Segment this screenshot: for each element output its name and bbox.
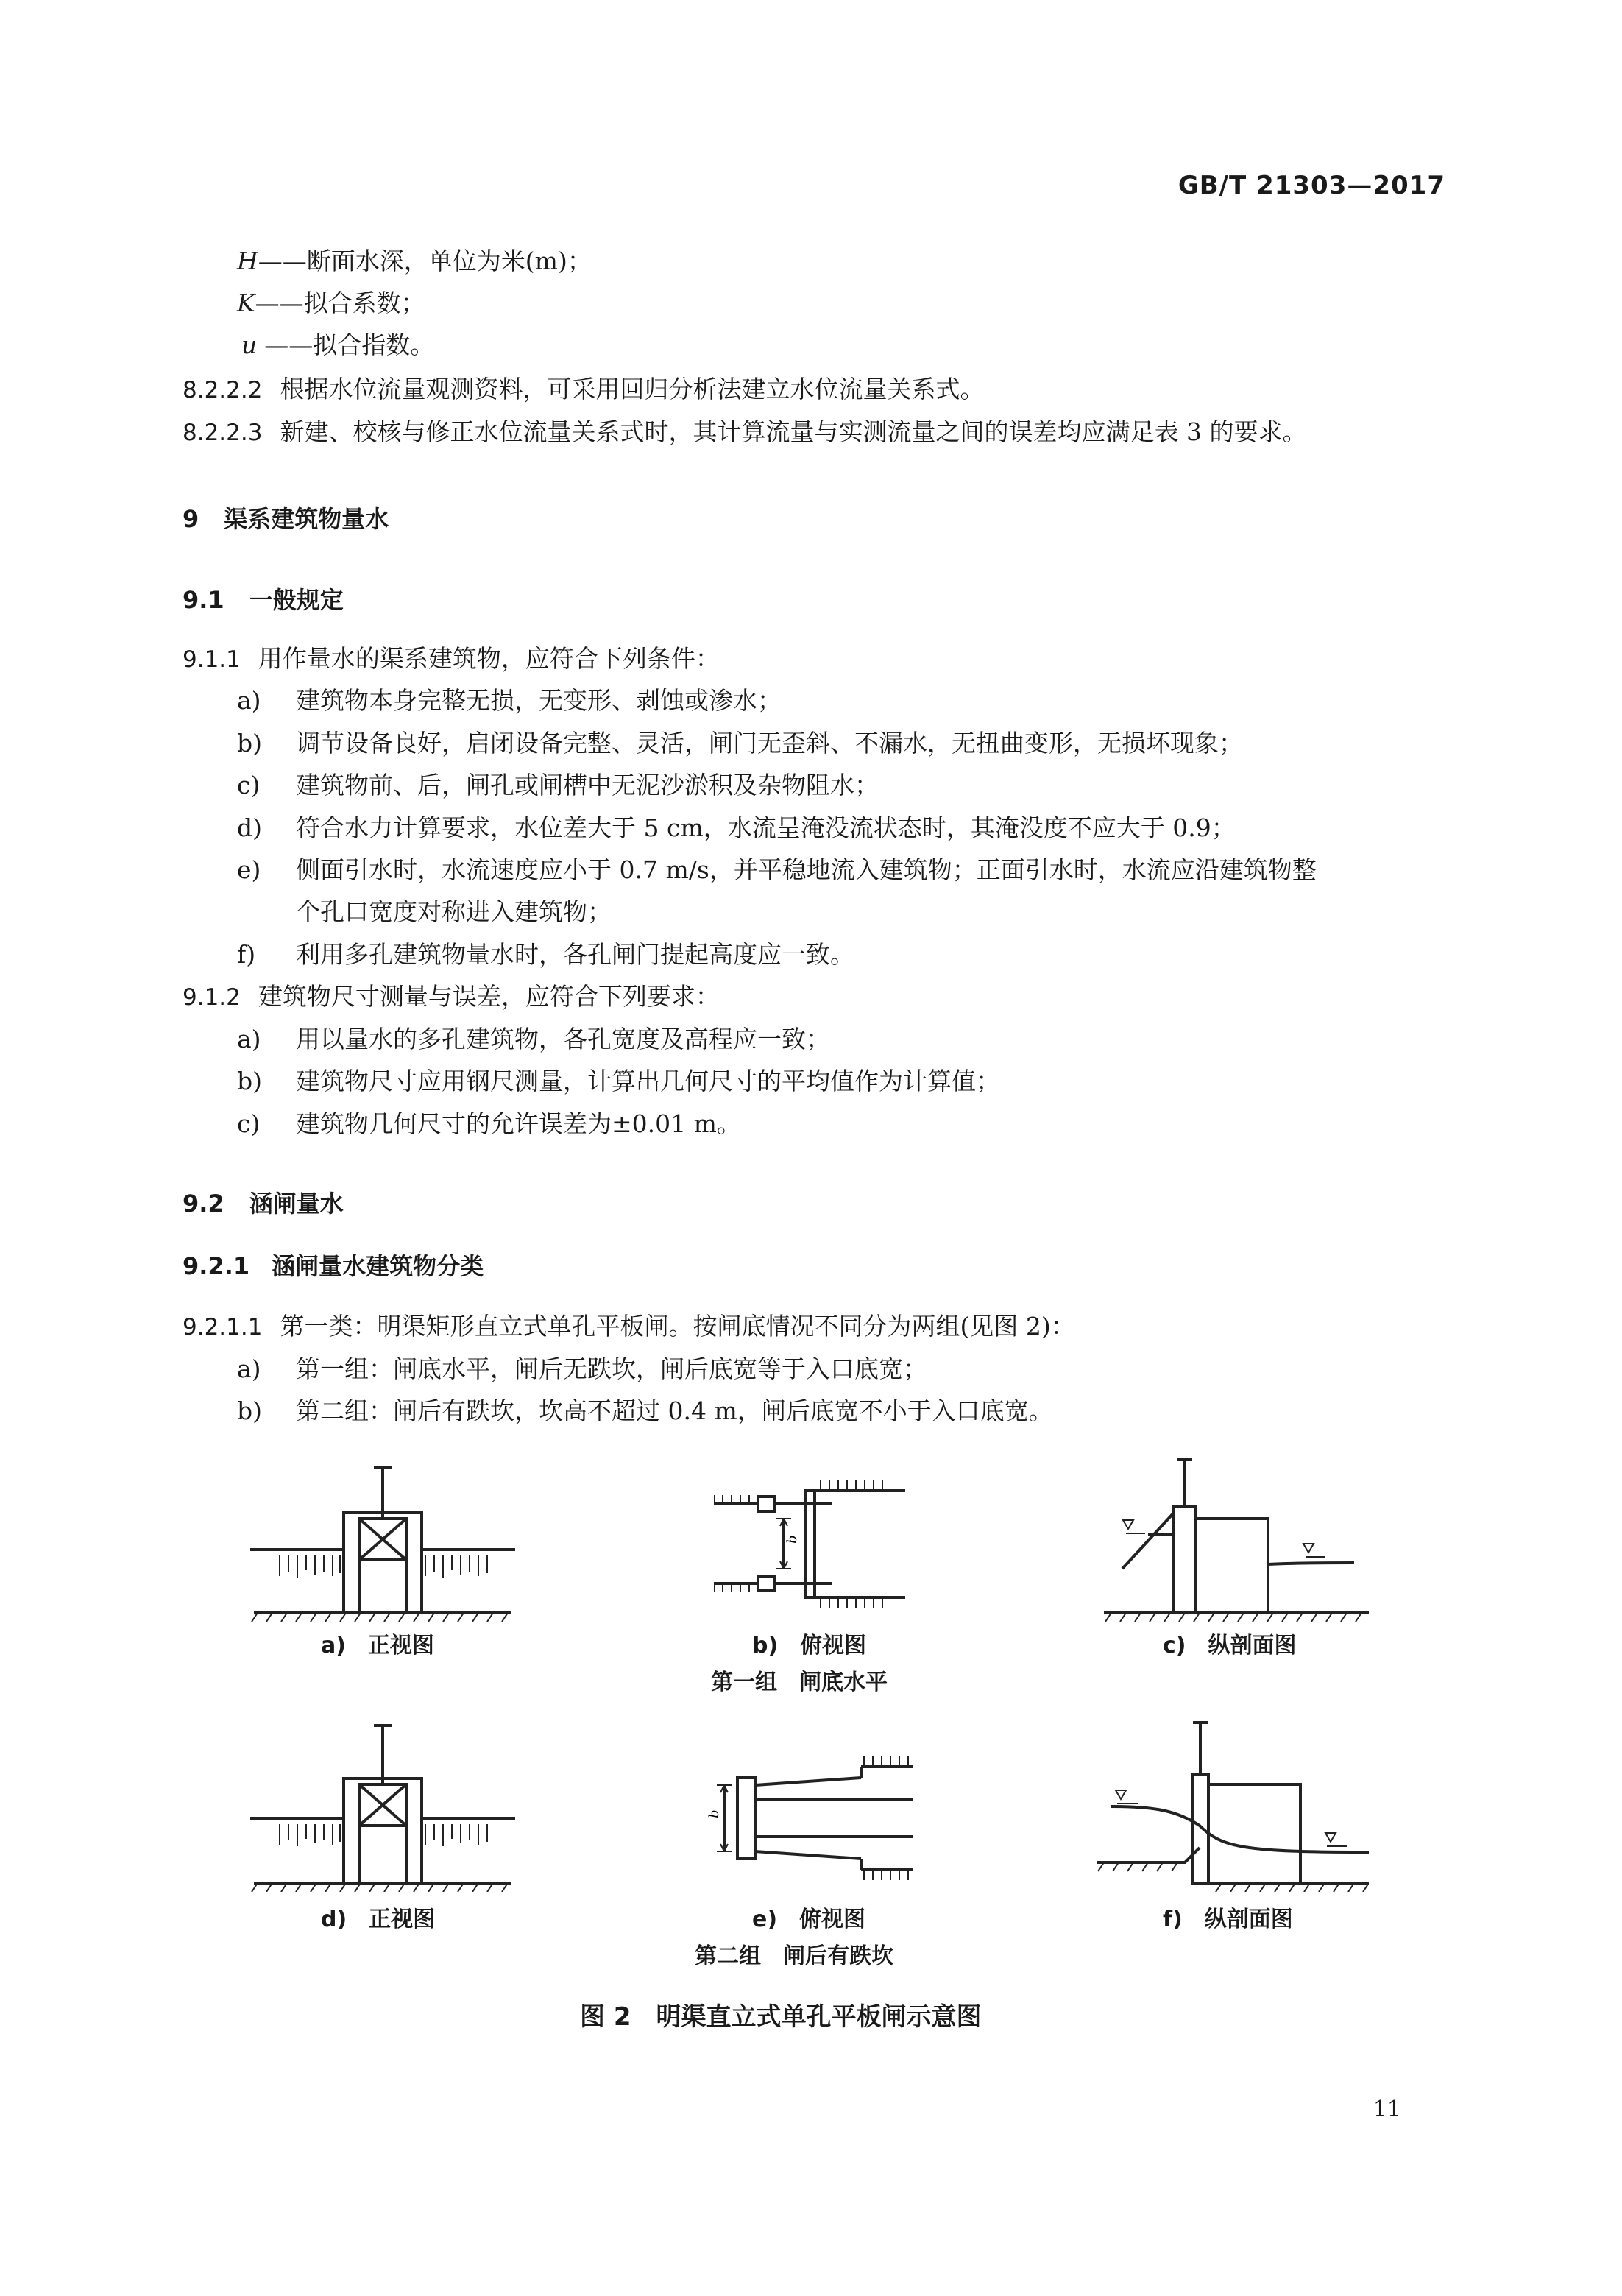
list-text: 第一组：闸底水平，闸后无跌坎，闸后底宽等于入口底宽； <box>296 1354 927 1383</box>
definition-text: ——断面水深，单位为米(m)； <box>258 247 592 275</box>
list-label: c) <box>237 771 261 799</box>
plan-view-diagram-e <box>706 1745 927 1892</box>
list-label: c) <box>237 1109 261 1138</box>
list-text: 建筑物几何尺寸的允许误差为±0.01 m。 <box>296 1109 741 1138</box>
list-label: d) <box>237 813 262 842</box>
figure-caption-c: c) 纵剖面图 <box>1163 1633 1297 1659</box>
section-9-1-heading <box>183 582 344 615</box>
list-item <box>237 727 1243 760</box>
definition-h <box>237 245 592 278</box>
figure-caption-b: b) 俯视图 <box>752 1633 867 1659</box>
clause-text: 用作量水的渠系建筑物，应符合下列条件： <box>258 644 720 673</box>
clause-number: 9.1.2 <box>183 984 241 1011</box>
clause-8-2-2-3 <box>183 416 1306 449</box>
list-text: 用以量水的多孔建筑物，各孔宽度及高程应一致； <box>296 1025 830 1053</box>
page-number: 11 <box>1373 2097 1401 2122</box>
figure-group-label-2: 第二组 闸后有跌坎 <box>695 1943 893 1969</box>
width-dimension-label: b <box>706 1809 722 1818</box>
list-item <box>237 1353 927 1385</box>
figure-caption-f: f) 纵剖面图 <box>1163 1907 1293 1932</box>
list-item <box>237 939 854 971</box>
list-item <box>237 854 1317 886</box>
list-item <box>237 1108 741 1140</box>
clause-number: 9.2.1.1 <box>183 1314 263 1340</box>
definition-k <box>237 287 425 319</box>
clause-text: 根据水位流量观测资料，可采用回归分析法建立水位流量关系式。 <box>280 375 985 403</box>
figure-caption-e: e) 俯视图 <box>752 1907 866 1932</box>
list-label: b) <box>237 729 262 757</box>
section-9-2-1-heading <box>183 1248 484 1282</box>
clause-number: 9.1.1 <box>183 646 241 673</box>
clause-text: 第一类：明渠矩形直立式单孔平板闸。按闸底情况不同分为两组(见图 2)： <box>280 1312 1075 1340</box>
section-number: 9.2.1 <box>183 1252 250 1280</box>
standard-number: GB/T 21303—2017 <box>1177 171 1445 200</box>
list-item <box>237 769 879 802</box>
clause-number: 8.2.2.2 <box>183 377 263 403</box>
definition-symbol: u <box>241 331 258 359</box>
list-text: 建筑物本身完整无损，无变形、剥蚀或渗水； <box>296 686 782 715</box>
list-label: a) <box>237 1025 261 1053</box>
section-title: 一般规定 <box>249 586 344 614</box>
list-item <box>237 685 782 717</box>
figure-title: 图 2 明渠直立式单孔平板闸示意图 <box>580 2002 982 2032</box>
front-view-diagram-d <box>250 1708 515 1892</box>
clause-text: 新建、校核与修正水位流量关系式时，其计算流量与实测流量之间的误差均应满足表 3 的要求。 <box>280 417 1307 446</box>
list-text: 建筑物前、后，闸孔或闸槽中无泥沙淤积及杂物阻水； <box>296 771 879 799</box>
clause-9-1-2 <box>183 981 720 1014</box>
front-view-diagram-a <box>250 1447 515 1623</box>
list-label: b) <box>237 1396 262 1425</box>
list-text: 调节设备良好，启闭设备完整、灵活，闸门无歪斜、不漏水，无扭曲变形，无损坏现象； <box>296 729 1243 757</box>
definition-text: ——拟合系数； <box>255 289 425 317</box>
list-item <box>237 1065 1000 1098</box>
section-9-2-heading <box>183 1185 344 1219</box>
section-number: 9.2 <box>183 1190 224 1218</box>
list-text: 建筑物尺寸应用钢尺测量，计算出几何尺寸的平均值作为计算值； <box>296 1067 1000 1095</box>
list-label: e) <box>237 855 261 884</box>
section-title: 涵闸量水 <box>249 1190 344 1218</box>
figure-caption-d: d) 正视图 <box>321 1907 436 1932</box>
clause-8-2-2-2 <box>183 373 984 406</box>
section-title: 渠系建筑物量水 <box>224 505 389 533</box>
list-item <box>237 812 1236 844</box>
clause-9-1-1 <box>183 643 720 676</box>
list-text: 第二组：闸后有跌坎，坎高不超过 0.4 m，闸后底宽不小于入口底宽。 <box>296 1396 1053 1425</box>
plan-view-diagram-b <box>714 1447 905 1623</box>
definition-u <box>241 329 434 361</box>
longitudinal-section-diagram-c <box>1104 1447 1369 1623</box>
section-9-heading <box>183 501 389 534</box>
list-text: 利用多孔建筑物量水时，各孔闸门提起高度应一致。 <box>296 940 854 969</box>
definition-symbol: H <box>237 247 258 275</box>
list-item-continuation: 个孔口宽度对称进入建筑物； <box>296 897 612 926</box>
list-item <box>237 1395 1053 1427</box>
clause-number: 8.2.2.3 <box>183 420 263 446</box>
section-number: 9 <box>183 505 199 533</box>
list-label: a) <box>237 686 261 715</box>
definition-symbol: K <box>237 289 255 317</box>
width-dimension-label: b <box>785 1535 800 1544</box>
list-label: a) <box>237 1354 261 1383</box>
list-text: 符合水力计算要求，水位差大于 5 cm，水流呈淹没流状态时，其淹没度不应大于 0.9； <box>296 813 1236 842</box>
clause-9-2-1-1 <box>183 1310 1075 1343</box>
list-text: 侧面引水时，水流速度应小于 0.7 m/s，并平稳地流入建筑物；正面引水时，水流应沿建筑物整 <box>296 855 1317 884</box>
list-item <box>237 1023 830 1056</box>
section-number: 9.1 <box>183 586 224 614</box>
definition-text: ——拟合指数。 <box>264 331 435 359</box>
clause-text: 建筑物尺寸测量与误差，应符合下列要求： <box>258 982 720 1011</box>
figure-caption-a: a) 正视图 <box>321 1633 434 1659</box>
longitudinal-section-diagram-f <box>1097 1708 1369 1892</box>
section-title: 涵闸量水建筑物分类 <box>272 1252 484 1280</box>
list-label: f) <box>237 940 256 969</box>
figure-group-label-1: 第一组 闸底水平 <box>711 1670 888 1695</box>
list-label: b) <box>237 1067 262 1095</box>
